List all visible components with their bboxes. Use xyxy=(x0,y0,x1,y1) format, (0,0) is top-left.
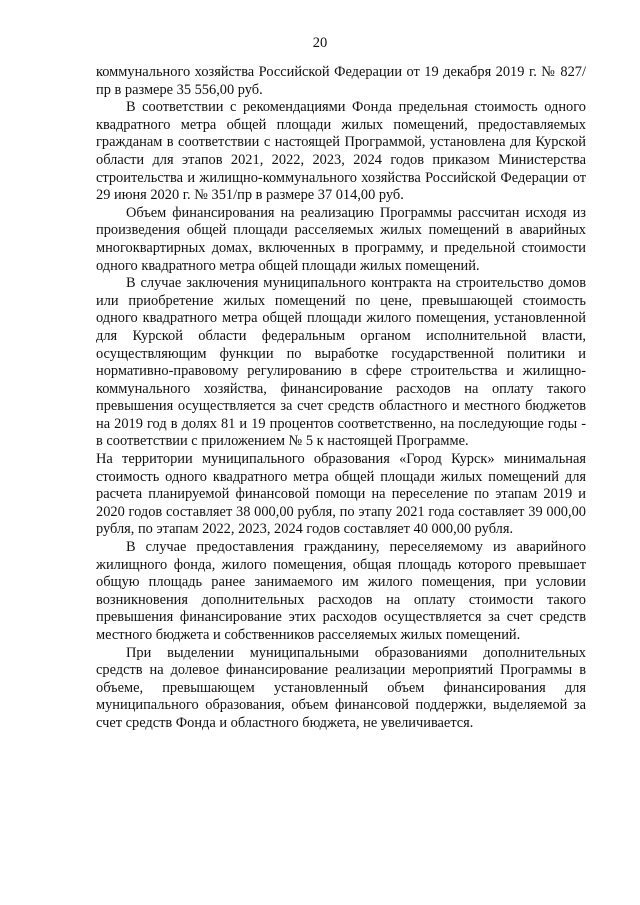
page-number: 20 xyxy=(312,35,328,51)
paragraph-7: При выделении муниципальными образованиями дополнительных средств на долевое финансирование реализации мероприятий Программы в объеме, превышающем установленный объем финансирования для муниципального образования, объем финансовой поддержки, выделяемой за счет средств Фонда и областного бюджета, не увеличивается. xyxy=(96,644,586,731)
paragraph-1: коммунального хозяйства Российской Федерации от 19 декабря 2019 г. № 827/пр в размере 35 556,00 руб. xyxy=(96,64,586,98)
paragraph-5: На территории муниципального образования «Город Курск» минимальная стоимость одного квадратного метра общей площади жилых помещений для расчета планируемой финансовой помощи на переселение по этапам 2019 и 2020 годов составляет 38 000,00 рубля, по этапу 2021 года составляет 39 000,00 рубля, по этапам 2022, 2023, 2024 годов составляет 40 000,00 рубля. xyxy=(96,451,586,538)
paragraph-6: В случае предоставления гражданину, переселяемому из аварийного жилищного фонда, жилого помещения, общая площадь которого превышает общую площадь ранее занимаемого им жилого помещения, при условии возникновения дополнительных расходов на оплату стоимости такого превышения финансирование этих расходов осуществляется за счет средств местного бюджета и собственников расселяемых жилых помещений. xyxy=(96,539,586,643)
paragraph-3: Объем финансирования на реализацию Программы рассчитан исходя из произведения общей площади расселяемых жилых помещений в аварийных многоквартирных домах, включенных в программу, и предельной стоимости одного квадратного метра общей площади жилых помещений. xyxy=(96,204,586,274)
paragraph-4: В случае заключения муниципального контракта на строительство домов или приобретение жилых помещений по цене, превышающей стоимость одного квадратного метра общей площади жилого помещения, установленной для Курской области федеральным органом исполнительной власти, осуществляющим функции по выработке государственной политики и нормативно-правовому регулированию в сфере строительства и жилищно-коммунального хозяйства, финансирование расходов на оплату такого превышения осуществляется за счет средств областного и местного бюджетов на 2019 год в долях 81 и 19 процентов соответственно, на последующие годы - в соответствии с приложением № 5 к настоящей Программе. xyxy=(96,275,586,450)
document-body xyxy=(96,64,586,733)
paragraph-2: В соответствии с рекомендациями Фонда предельная стоимость одного квадратного метра общей площади жилых помещений, предоставляемых гражданам в соответствии с настоящей Программой, установлена для Курской области для этапов 2021, 2022, 2023, 2024 годов приказом Министерства строительства и жилищно-коммунального хозяйства Российской Федерации от 29 июня 2020 г. № 351/пр в размере 37 014,00 руб. xyxy=(96,99,586,204)
